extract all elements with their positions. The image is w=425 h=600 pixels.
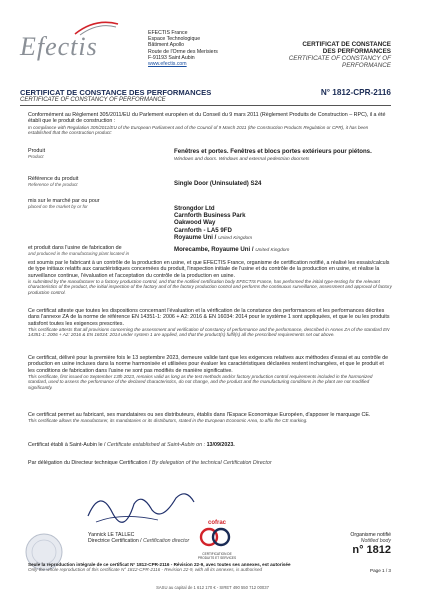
product-value-fr: Fenêtres et portes. Fenêtres et blocs portes extérieurs pour piétons. <box>174 148 372 155</box>
ce-marking-fr: Ce certificat permet au fabricant, ses mandataires ou ses distributeurs, établis dans l'Espace Economique Européen, d'apposer le marquage CE. <box>28 412 371 418</box>
reproduction-note-fr: Seule la reproduction intégrale de ce certificat N° 1812-CPR-2116 - Révision 22-9, avec toutes ses annexes, est autorisée <box>28 562 291 567</box>
attestation-paragraph <box>28 308 392 338</box>
manufacturer-line: Carnforth Business Park <box>174 212 246 220</box>
market-label <box>28 198 168 210</box>
surveillance-paragraph <box>28 260 392 295</box>
cert-header-line: DES PERFORMANCES <box>322 48 391 55</box>
issue-date-line <box>28 442 392 448</box>
plant-value <box>174 246 394 254</box>
validity-paragraph <box>28 355 392 390</box>
plant-value-en: United Kingdom <box>255 248 290 253</box>
intro-paragraph <box>28 112 392 135</box>
address-line: Bâtiment Apollo <box>148 42 185 49</box>
certificate-header <box>289 41 391 69</box>
page-number: Page 1 / 3 <box>370 568 391 573</box>
market-label-fr: mis sur le marché par ou pour <box>28 198 100 204</box>
signatory-name: Yannick LE TALLEC <box>88 532 135 538</box>
notified-body-number: n° 1812 <box>352 544 391 557</box>
reference-value: Single Door (Uninsulated) S24 <box>174 180 262 187</box>
delegation-line <box>28 460 392 466</box>
market-label-en: placed on the market by or for <box>28 204 88 210</box>
product-value <box>174 148 394 163</box>
attestation-fr: Ce certificat atteste que toutes les dispositions concernant l'évaluation et la vérification de la constance des performances et les performances décrites dans l'annexe ZA de la norme de référence EN 14351-1: 2006 + A2: 2016 & EN 16034: 2014 pour le système 1 sont appliquées, et que le ou les produits satisfont toutes les exigences prescrites. <box>28 308 390 327</box>
reference-label-en: Reference of the product <box>28 182 78 188</box>
plant-label-en: and produced in the manufacturing plant located in <box>28 251 130 257</box>
manufacturer-line: Strongdor Ltd <box>174 205 215 212</box>
ce-marking-paragraph <box>28 412 392 424</box>
intro-en: In compliance with Regulation 305/2011/EU of the European Parliament and of the Council of 9 March 2011 (the Construction Products Regulation or CPR), it has been established that the construction product: <box>28 124 369 135</box>
ce-marking-en: This certificate allows the manufacturer, its mandataries or its distributors, stated in the European Economic Area, to affix the CE marking. <box>28 418 308 424</box>
reference-label-fr: Référence du produit <box>28 176 79 182</box>
delegation-en: By delegation of the technical Certification Director <box>151 460 272 466</box>
cert-header-line-en: PERFORMANCE <box>342 62 391 69</box>
document-title: CERTIFICAT DE CONSTANCE DES PERFORMANCES <box>20 88 212 97</box>
document-title-en: CERTIFICATE OF CONSTANCY OF PERFORMANCE <box>20 97 166 103</box>
address-line: Route de l'Orme des Merisiers <box>148 48 218 55</box>
issue-date-label-fr: Certificat établi à Saint-Aubin le / <box>28 442 106 448</box>
validity-en: This certificate, first issued on September 13th 2023, remains valid as long as the test methods and/or factory production control requirements included in the harmonized standard, used to assess the performance of the declared characteristics, do not change, and the product and the manufacturing conditions in the plant are not modified significantly. <box>28 373 373 390</box>
manufacturer-country: Royaume Uni / <box>174 233 217 241</box>
cofrac-label: cofrac <box>207 520 226 526</box>
intro-fr: Conformément au Règlement 305/2011/EU du Parlement européen et du Conseil du 9 mars 2011 (Règlement Produits de Construction – RPC), il a été établi que le produit de construction : <box>28 112 386 125</box>
address-line: EFECTIS France <box>148 30 188 36</box>
manufacturer-line: Carnforth - LA5 9FD <box>174 226 232 234</box>
product-label-fr: Produit <box>28 148 46 154</box>
reference-label <box>28 176 168 188</box>
address-line: Espace Technologique <box>148 36 201 43</box>
legal-footer: SASU au capital de 1 612 170 € - SIRET 490 550 712 00037 <box>156 585 269 590</box>
product-label-en: Product <box>28 154 44 160</box>
cofrac-logo <box>196 520 238 564</box>
surveillance-fr: est soumis par le fabricant à un contrôle de la production en usine, et que EFECTIS France, organisme de certification notifié, a réalisé les essais/calculs de type initiaux relatifs aux caractéristiques concernées du produit, l'inspection initiale de l'usine et du contrôle de la production en usine, et réalise la surveillance continue, l'évaluation et l'acceptation du contrôle de la production en usine. <box>28 260 390 279</box>
notified-body-en: Notified body <box>360 538 391 545</box>
plant-label <box>28 245 178 257</box>
efectis-logo <box>20 24 130 64</box>
cert-header-line-en: CERTIFICATE OF CONSTANCY OF <box>288 55 391 62</box>
certificate-number: N° 1812-CPR-2116 <box>320 88 391 97</box>
issuer-address <box>148 30 218 67</box>
manufacturer-line: Oakwood Way <box>174 219 216 227</box>
plant-value-fr: Morecambe, Royaume Uni / <box>174 246 254 253</box>
validity-fr: Ce certificat, délivré pour la première fois le 13 septembre 2023, demeure valide tant que les exigences relatives aux méthodes d'essai et au contrôle de production en usine incluses dans la norme harmonisée et utilisées pour évaluer les caractéristiques déclarées restent inchangées, et que le produit et les conditions de fabrication dans l'usine ne sont pas modifiés de manière significative. <box>28 355 389 374</box>
issue-date-label-en: Certificate established at Saint-Aubin on : <box>107 442 206 448</box>
notified-body-block <box>350 532 391 557</box>
delegation-fr: Par délégation du Directeur technique Certification / <box>28 460 151 466</box>
attestation-en: This certificate attests that all provisions concerning the assessment and verification of constancy of performance and the performance, described in Annex ZA of the standard EN 14351-1: 2006 + A2: 2016 & EN 16034: 2014 under system 1 are applied, and that the product(s) fulfil(s) all the prescribed requirements set out above. <box>28 326 390 338</box>
manufacturer-address <box>174 205 394 242</box>
cert-header-line: CERTIFICAT DE CONSTANCE <box>302 41 391 48</box>
signatory-block <box>88 532 189 545</box>
plant-label-fr: et produit dans l'usine de fabrication de <box>28 245 122 251</box>
signatory-role-en: Certification director <box>143 538 190 545</box>
reproduction-note <box>28 562 348 573</box>
reproduction-note-en: Only the whole reproduction of this certificate N° 1812-CPR-2116 - Revision 22-9, with all its annexes, is authorised <box>28 567 263 573</box>
product-value-en: Windows and doors. Windows and external pedestrian doorsets <box>174 157 310 163</box>
signatory-role-fr: Directrice Certification / <box>88 538 142 545</box>
address-line: F-91193 Saint Aubin <box>148 54 195 61</box>
surveillance-en: is submitted by the manufacturer to a factory production control, and that the notified certification body EFECTIS France, has performed the initial type-testing for the relevant characteristics of the product, the initial inspection of the factory and of the factory production control and performs the continuous surveillance, assessment and approval of factory production control. <box>28 278 392 295</box>
notified-body-fr: Organisme notifié <box>350 532 391 538</box>
issue-date-value: 13/09/2023. <box>206 442 235 448</box>
title-divider <box>20 105 391 106</box>
cofrac-mark-icon <box>196 526 238 548</box>
manufacturer-country-en: United Kingdom <box>218 235 253 241</box>
website-link[interactable]: www.efectis.com <box>148 61 187 68</box>
product-label <box>28 148 168 160</box>
signature-icon <box>82 482 202 528</box>
cofrac-subtitle: CERTIFICATION DE PRODUITS ET SERVICES <box>197 552 237 560</box>
logo-wordmark: Efectis <box>20 32 98 61</box>
